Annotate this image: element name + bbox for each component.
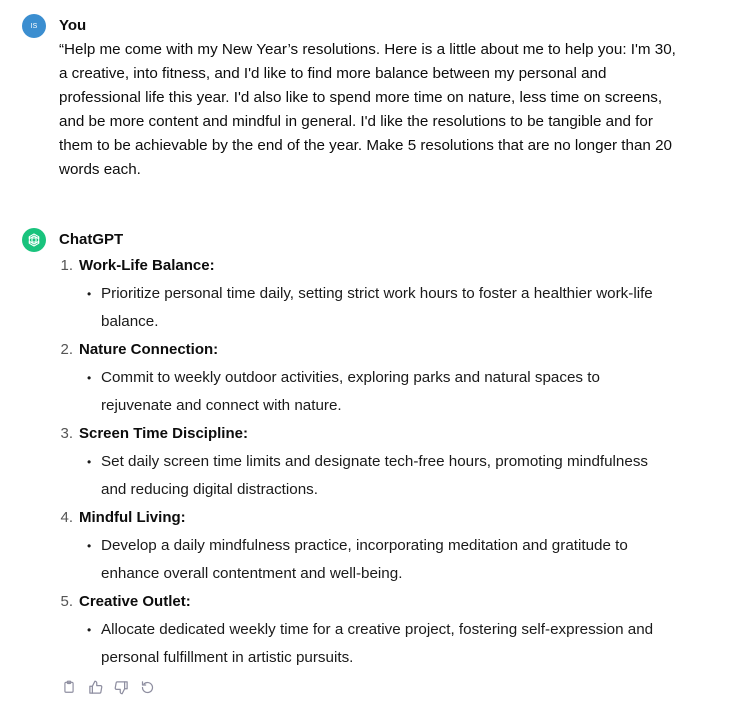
resolution-list bbox=[59, 252, 699, 672]
item-text: Set daily screen time limits and designate tech-free hours, promoting mindfulness and reducing digital distractions. bbox=[101, 453, 649, 498]
bullet-icon: • bbox=[87, 623, 92, 637]
user-message-text: “Help me come with my New Year’s resolutions. Here is a little about me to help you: I'm 30, a creative, into fitness, and I'd like to find more balance between my personal and professional life this year. I'd also like to spend more time on nature, less time on screens, and be more content and mindful in general. I'd like the resolutions to be tangible and for them to be achievable by the end of the year. Make 5 resolutions that are no longer than 20 words each. bbox=[59, 41, 676, 178]
item-number: 1. bbox=[60, 257, 73, 274]
chatgpt-logo-icon bbox=[22, 228, 46, 252]
item-text: Develop a daily mindfulness practice, incorporating meditation and gratitude to enhance overall contentment and well-being. bbox=[101, 537, 628, 582]
thumbs-down-icon bbox=[114, 680, 129, 695]
user-name: You bbox=[59, 17, 87, 34]
bad-response-button[interactable] bbox=[112, 678, 130, 696]
regenerate-icon bbox=[140, 680, 155, 695]
bullet-icon: • bbox=[87, 371, 92, 385]
list-item bbox=[59, 252, 699, 336]
clipboard-icon bbox=[62, 680, 76, 694]
list-item bbox=[59, 336, 699, 420]
user-avatar bbox=[22, 14, 46, 38]
item-title: Nature Connection: bbox=[79, 341, 219, 358]
user-avatar-initials: IS bbox=[30, 22, 38, 30]
item-title: Screen Time Discipline: bbox=[79, 425, 248, 442]
good-response-button[interactable] bbox=[86, 678, 104, 696]
item-number: 2. bbox=[60, 341, 73, 358]
regenerate-button[interactable] bbox=[138, 678, 156, 696]
item-title: Work-Life Balance: bbox=[79, 257, 215, 274]
bullet-icon: • bbox=[87, 287, 92, 301]
item-title: Creative Outlet: bbox=[79, 593, 191, 610]
item-number: 4. bbox=[60, 509, 73, 526]
message-actions bbox=[60, 678, 156, 696]
list-item bbox=[59, 504, 699, 588]
list-item bbox=[59, 420, 699, 504]
thumbs-up-icon bbox=[88, 680, 103, 695]
item-number: 5. bbox=[60, 593, 73, 610]
bullet-icon: • bbox=[87, 539, 92, 553]
item-title: Mindful Living: bbox=[79, 509, 186, 526]
copy-button[interactable] bbox=[60, 678, 78, 696]
bullet-icon: • bbox=[87, 455, 92, 469]
item-text: Prioritize personal time daily, setting strict work hours to foster a healthier work-life balance. bbox=[101, 285, 653, 330]
assistant-name: ChatGPT bbox=[59, 231, 124, 248]
item-number: 3. bbox=[60, 425, 73, 442]
list-item bbox=[59, 588, 699, 672]
item-text: Allocate dedicated weekly time for a creative project, fostering self-expression and personal fulfillment in artistic pursuits. bbox=[101, 621, 654, 666]
item-text: Commit to weekly outdoor activities, exploring parks and natural spaces to rejuvenate and connect with nature. bbox=[101, 369, 600, 414]
